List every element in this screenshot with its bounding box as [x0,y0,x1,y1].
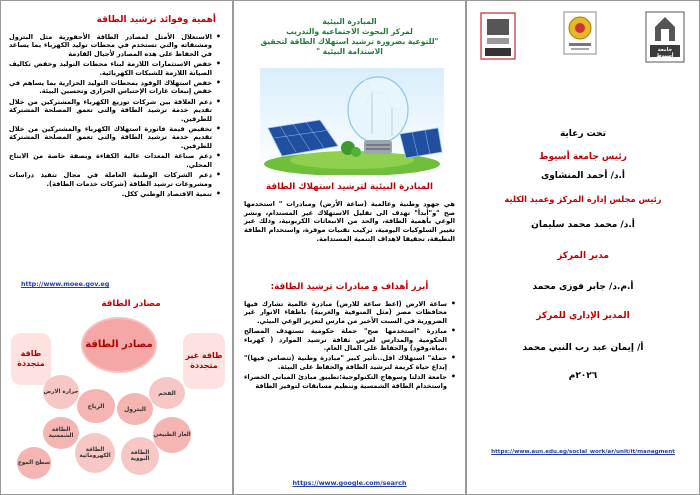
renewable-item-5: سطح الموج [17,447,51,479]
benefit-item-3: • خفض استهلاك الوقود بمحطات التوليد الحرارية بما يساهم في خفض إنبعاث غازات الإحتباس الحرارى وتحسين البيئة. [9,79,212,96]
benefit-item-2: • خفض الاستثمارات اللازمة لبناء محطات التوليد وخفض تكاليف الصيانة اللازمة للشبكات الكهربائية. [9,60,212,77]
faculty-logo [479,11,517,61]
google-search-link[interactable]: https://www.google.com/search [292,479,407,487]
renewable-item-3: الطاقة الشمسية [43,417,79,449]
renewable-item-1: حرارة الارض [43,375,79,409]
diagram-renewable: طاقة متجددة [11,333,51,385]
person-name-3: أ.م.د/ جابر فوزى محمد [532,282,634,292]
person-name-4: أ/ إيمان عبد رب النبي محمد [522,343,644,353]
sources-title: مصادر الطاقة [101,299,161,309]
goals-list [240,300,459,392]
section1-text: هي جهود وطنية وعالمية (ساعة الأرض) ومبادرات " استخدمها صح "و"أبدأ" تهدف الى تقليل الاستهلاك غير المستدام، ونشر الوعي بأهمية الطاقة، والحد من الانبعاثات الكربونية، وذلك عبر تغيير السلوكيات اليومية، تركيب تقنيات موفرة، واستخدام الطاقة النظيفة، تحقيقا لاهداف التنمية المستدامة. [244,200,455,243]
sponsor-title: تحت رعاية [559,129,607,139]
benefit-item-1: • الاستغلال الأمثل لمصادر الطاقة الأحفورية مثل البترول ومشتقاته والتي تستخدم في محطات توليد الكهرباء بما يساعد في الحفاظ على هذه المصادر لأجيال القادمة [9,33,212,58]
initiative-header [248,17,451,57]
header-line-3: "للتوعية بضرورة ترشيد استهلاك الطاقة لتحقيق الاستدامة البيئية " [260,37,439,56]
year: ٢٠٢٦م [568,371,598,381]
goal-item-4: • جامعة الدلتا وسوهاج التكنولوجية:تطبيق مبادئ المباني الخضراء واستخدام الطاقة الشمسية وتنظيم مسابقات لتوفير الطاقة [244,373,447,390]
header-line-2: لمركز البحوث الاجتماعية والتدريب [286,27,413,36]
energy-illustration [260,68,444,175]
diagram-nonrenewable: طاقة غير متجددة [183,333,225,389]
benefits-list [5,33,224,200]
person-role-3: مدير المركز [557,251,609,261]
nonrenewable-item-3: الغاز الطبيعي [153,417,191,453]
benefits-title: أهمية وفوائد ترشيد الطاقة [96,15,216,25]
person-role-1: رئيس جامعة أسيوط [539,152,627,162]
goal-item-3: • حملة" استهلاك اقل..تأثير كبير "مبادرة وطنية (تتضامن فيها)" إبداع حياة كريمة لترشيد الطاقة والحفاظ على البيئة. [244,354,447,371]
goal-item-1: • ساعة الارض (اعط ساعة للارض) مبادرة عالمية تشارك فيها محافظات مصر (مثل المنوفية والغربية) باطفاء الانوار غير الضرورية في السبت الأخير من مارس لتعزيز الوعي البيئي. [244,300,447,325]
goal-item-2: • مبادرة "استخدمها صح" حملة حكومية تستهدف المصالح الحكومية والمدارس لغرس ثقافة ترشيد الموارد ( كهرباء ،مياة،وقود) والحفاظ على المال العام. [244,327,447,352]
unit-url-link[interactable]: https://www.aun.edu.eg/social_work/ar/unit/it/managment [491,449,675,455]
person-role-4: المدير الإداري للمركز [536,311,630,321]
moee-link[interactable]: http://www.moee.gov.eg [21,280,110,288]
nonrenewable-item-1: الفحم [149,377,185,409]
left-panel [0,0,233,495]
assiut-university-logo [645,11,685,61]
nonrenewable-item-2: البترول [117,393,153,425]
benefit-item-5: • تخفيض قيمة فاتورة استهلاك الكهرباء والمشتركين من خلال تقديم خدمة ترشيد الطاقة والتى تعمق المصلحة المشتركة للطرفين. [9,125,212,150]
center-logo [563,11,597,61]
logos-row [467,11,699,63]
benefit-item-8: • تنمية الاقتصاد الوطني ككل. [9,190,212,198]
right-panel [466,0,700,495]
nonrenewable-item-4: الطاقة النووية [121,437,159,475]
renewable-item-2: الرياح [77,389,115,423]
person-name-2: أ.د/ محمد محمد سليمان [531,220,635,230]
person-role-2: رئيس مجلس إدارة المركز وعميد الكلية [504,194,662,204]
benefit-item-4: • دعم العلاقة بين شركات توزيع الكهرباء والمشتركين من خلال تقديم خدمة ترشيد الطاقة والتى تعمق المصلحة المشتركة للطرفين. [9,98,212,123]
renewable-item-4: الطاقة الكهرومائية [75,433,115,473]
benefit-item-6: • دعم صناعة المعدات عالية الكفاءة وبصفة خاصة من الانتاج المحلي. [9,152,212,169]
person-name-1: أ.د/ أحمد المنشاوى [540,171,626,181]
diagram-center: مصادر الطاقة [81,317,157,373]
section1-title: المبادرة البيئية لترشيد استهلاك الطاقة [266,182,433,192]
assiut-logo-text: جامعة أسيوط [656,47,674,59]
benefit-item-7: • دعم الشركات الوطنية العاملة في مجال تنفيذ دراسات ومشروعات ترشيد الطاقة (شركات خدمات الطاقة). [9,171,212,188]
middle-panel [233,0,466,495]
header-line-1: المبادرة البيئية [322,17,377,26]
energy-sources-diagram [9,313,227,489]
section2-title: أبرز أهداف و مبادرات ترشيد الطاقة: [270,282,429,292]
